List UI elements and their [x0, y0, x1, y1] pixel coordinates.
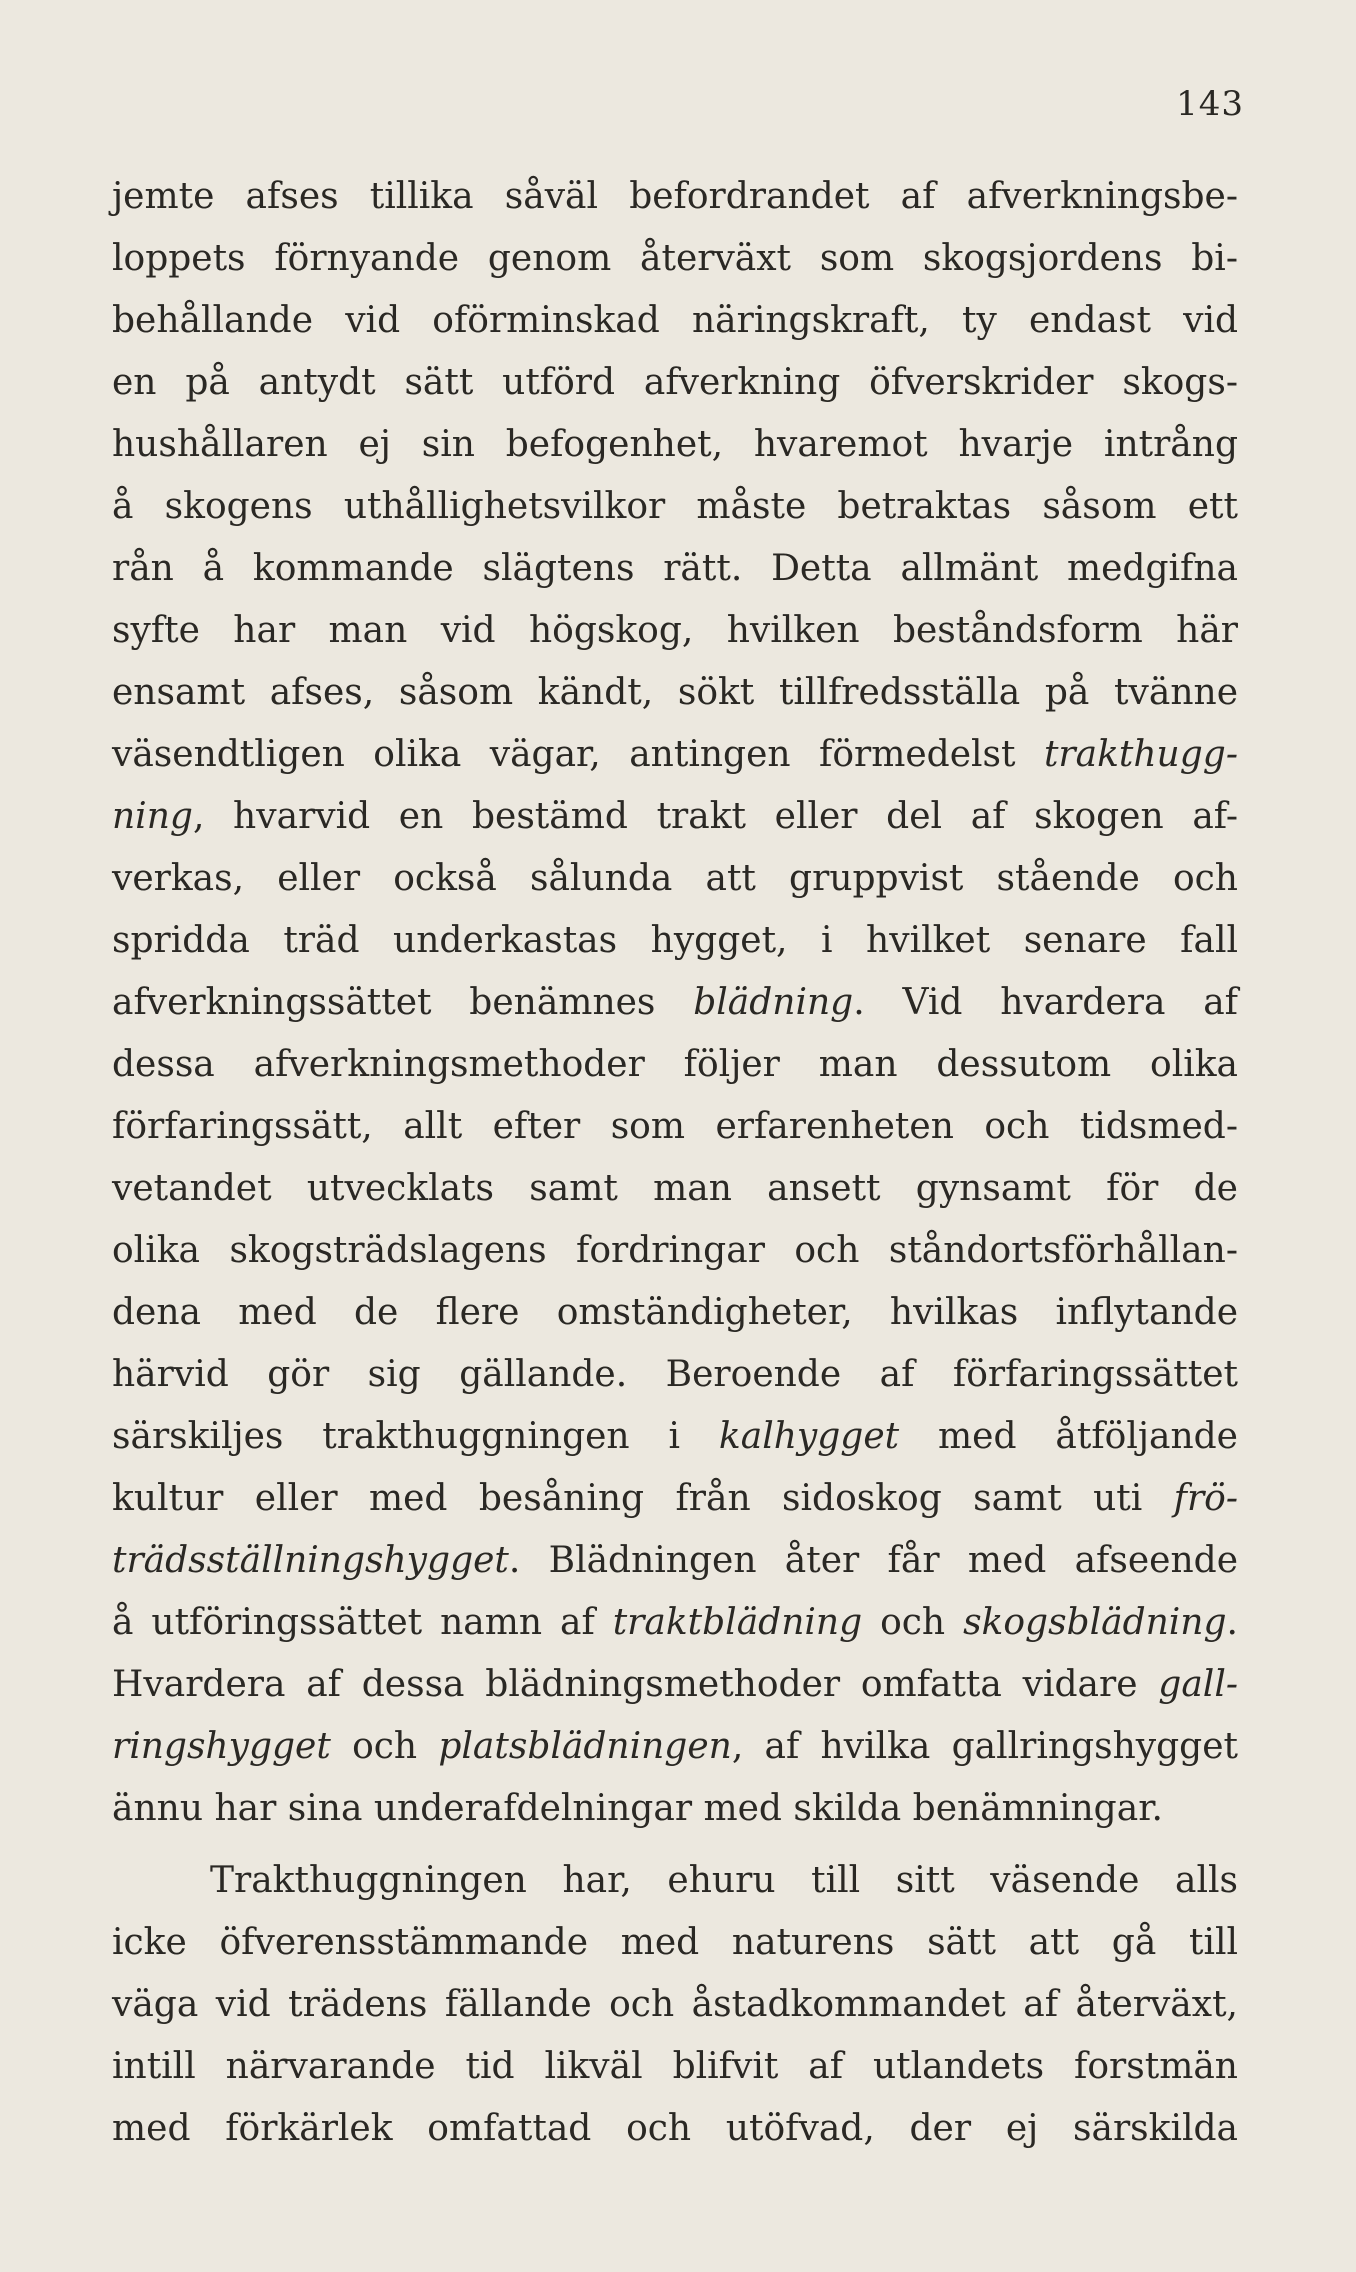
italic-term: frö- — [1173, 1478, 1238, 1519]
text-line: Trakthuggningen har, ehuru till sitt väsende alls — [210, 1860, 1238, 1901]
text-line: afverkningssättet benämnes blädning. Vid hvardera af — [112, 982, 1238, 1023]
text-line: olika skogsträdslagens fordringar och ståndortsförhållan- — [112, 1230, 1238, 1271]
text-line: dena med de flere omständigheter, hvilkas inflytande — [112, 1292, 1238, 1333]
text-line: särskiljes trakthuggningen i kalhygget med åtföljande — [112, 1416, 1238, 1457]
text-line: väga vid trädens fällande och åstadkommandet af återväxt, — [112, 1984, 1238, 2025]
text-line: hushållaren ej sin befogenhet, hvaremot hvarje intrång — [112, 424, 1238, 465]
italic-term: blädning — [693, 982, 854, 1023]
text-line: å skogens uthållighetsvilkor måste betraktas såsom ett — [112, 486, 1238, 527]
text-line: loppets förnyande genom återväxt som skogsjordens bi- — [112, 238, 1238, 279]
text-line: jemte afses tillika såväl befordrandet af afverkningsbe- — [112, 176, 1238, 217]
text-line: syfte har man vid högskog, hvilken beståndsform här — [112, 610, 1238, 651]
text-line: med förkärlek omfattad och utöfvad, der ej särskilda — [112, 2108, 1238, 2149]
italic-term: skogsblädning — [963, 1602, 1227, 1643]
italic-term: gall- — [1158, 1664, 1238, 1705]
text-line: rån å kommande slägtens rätt. Detta allmänt medgifna — [112, 548, 1238, 589]
text-line: kultur eller med besåning från sidoskog samt uti frö- — [112, 1478, 1238, 1519]
text-line: väsendtligen olika vägar, antingen förmedelst trakthugg- — [112, 734, 1238, 775]
text-line: spridda träd underkastas hygget, i hvilket senare fall — [112, 920, 1238, 961]
body-text — [112, 166, 1238, 2160]
text-line: dessa afverkningsmethoder följer man dessutom olika — [112, 1044, 1238, 1085]
italic-term: trädsställningshygget — [112, 1540, 509, 1581]
italic-term: kalhygget — [718, 1416, 900, 1457]
text-line: behållande vid oförminskad näringskraft, ty endast vid — [112, 300, 1238, 341]
text-line: icke öfverensstämmande med naturens sätt att gå till — [112, 1922, 1238, 1963]
text-line: härvid gör sig gällande. Beroende af förfaringssättet — [112, 1354, 1238, 1395]
italic-term: ning — [112, 796, 193, 837]
text-line: vetandet utvecklats samt man ansett gynsamt för de — [112, 1168, 1238, 1209]
text-line: ning, hvarvid en bestämd trakt eller del af skogen af- — [112, 796, 1238, 837]
text-line: en på antydt sätt utförd afverkning öfverskrider skogs- — [112, 362, 1238, 403]
italic-term: platsblädningen — [438, 1726, 732, 1767]
text-line: Hvardera af dessa blädningsmethoder omfatta vidare gall- — [112, 1664, 1238, 1705]
text-line: ensamt afses, såsom kändt, sökt tillfredsställa på tvänne — [112, 672, 1238, 713]
text-line: trädsställningshygget. Blädningen åter får med afseende — [112, 1540, 1238, 1581]
italic-term: ringshygget — [112, 1726, 331, 1767]
text-line: ringshygget och platsblädningen, af hvilka gallringshygget — [112, 1726, 1238, 1767]
text-line: å utföringssättet namn af traktblädning och skogsblädning. — [112, 1602, 1238, 1643]
text-line: förfaringssätt, allt efter som erfarenheten och tidsmed- — [112, 1106, 1238, 1147]
italic-term: trakthugg- — [1043, 734, 1238, 775]
text-line: verkas, eller också sålunda att gruppvist stående och — [112, 858, 1238, 899]
text-line: intill närvarande tid likväl blifvit af utlandets forstmän — [112, 2046, 1238, 2087]
italic-term: traktblädning — [612, 1602, 863, 1643]
page-number: 143 — [1176, 84, 1244, 124]
text-line: ännu har sina underafdelningar med skilda benämningar. — [112, 1788, 1163, 1829]
